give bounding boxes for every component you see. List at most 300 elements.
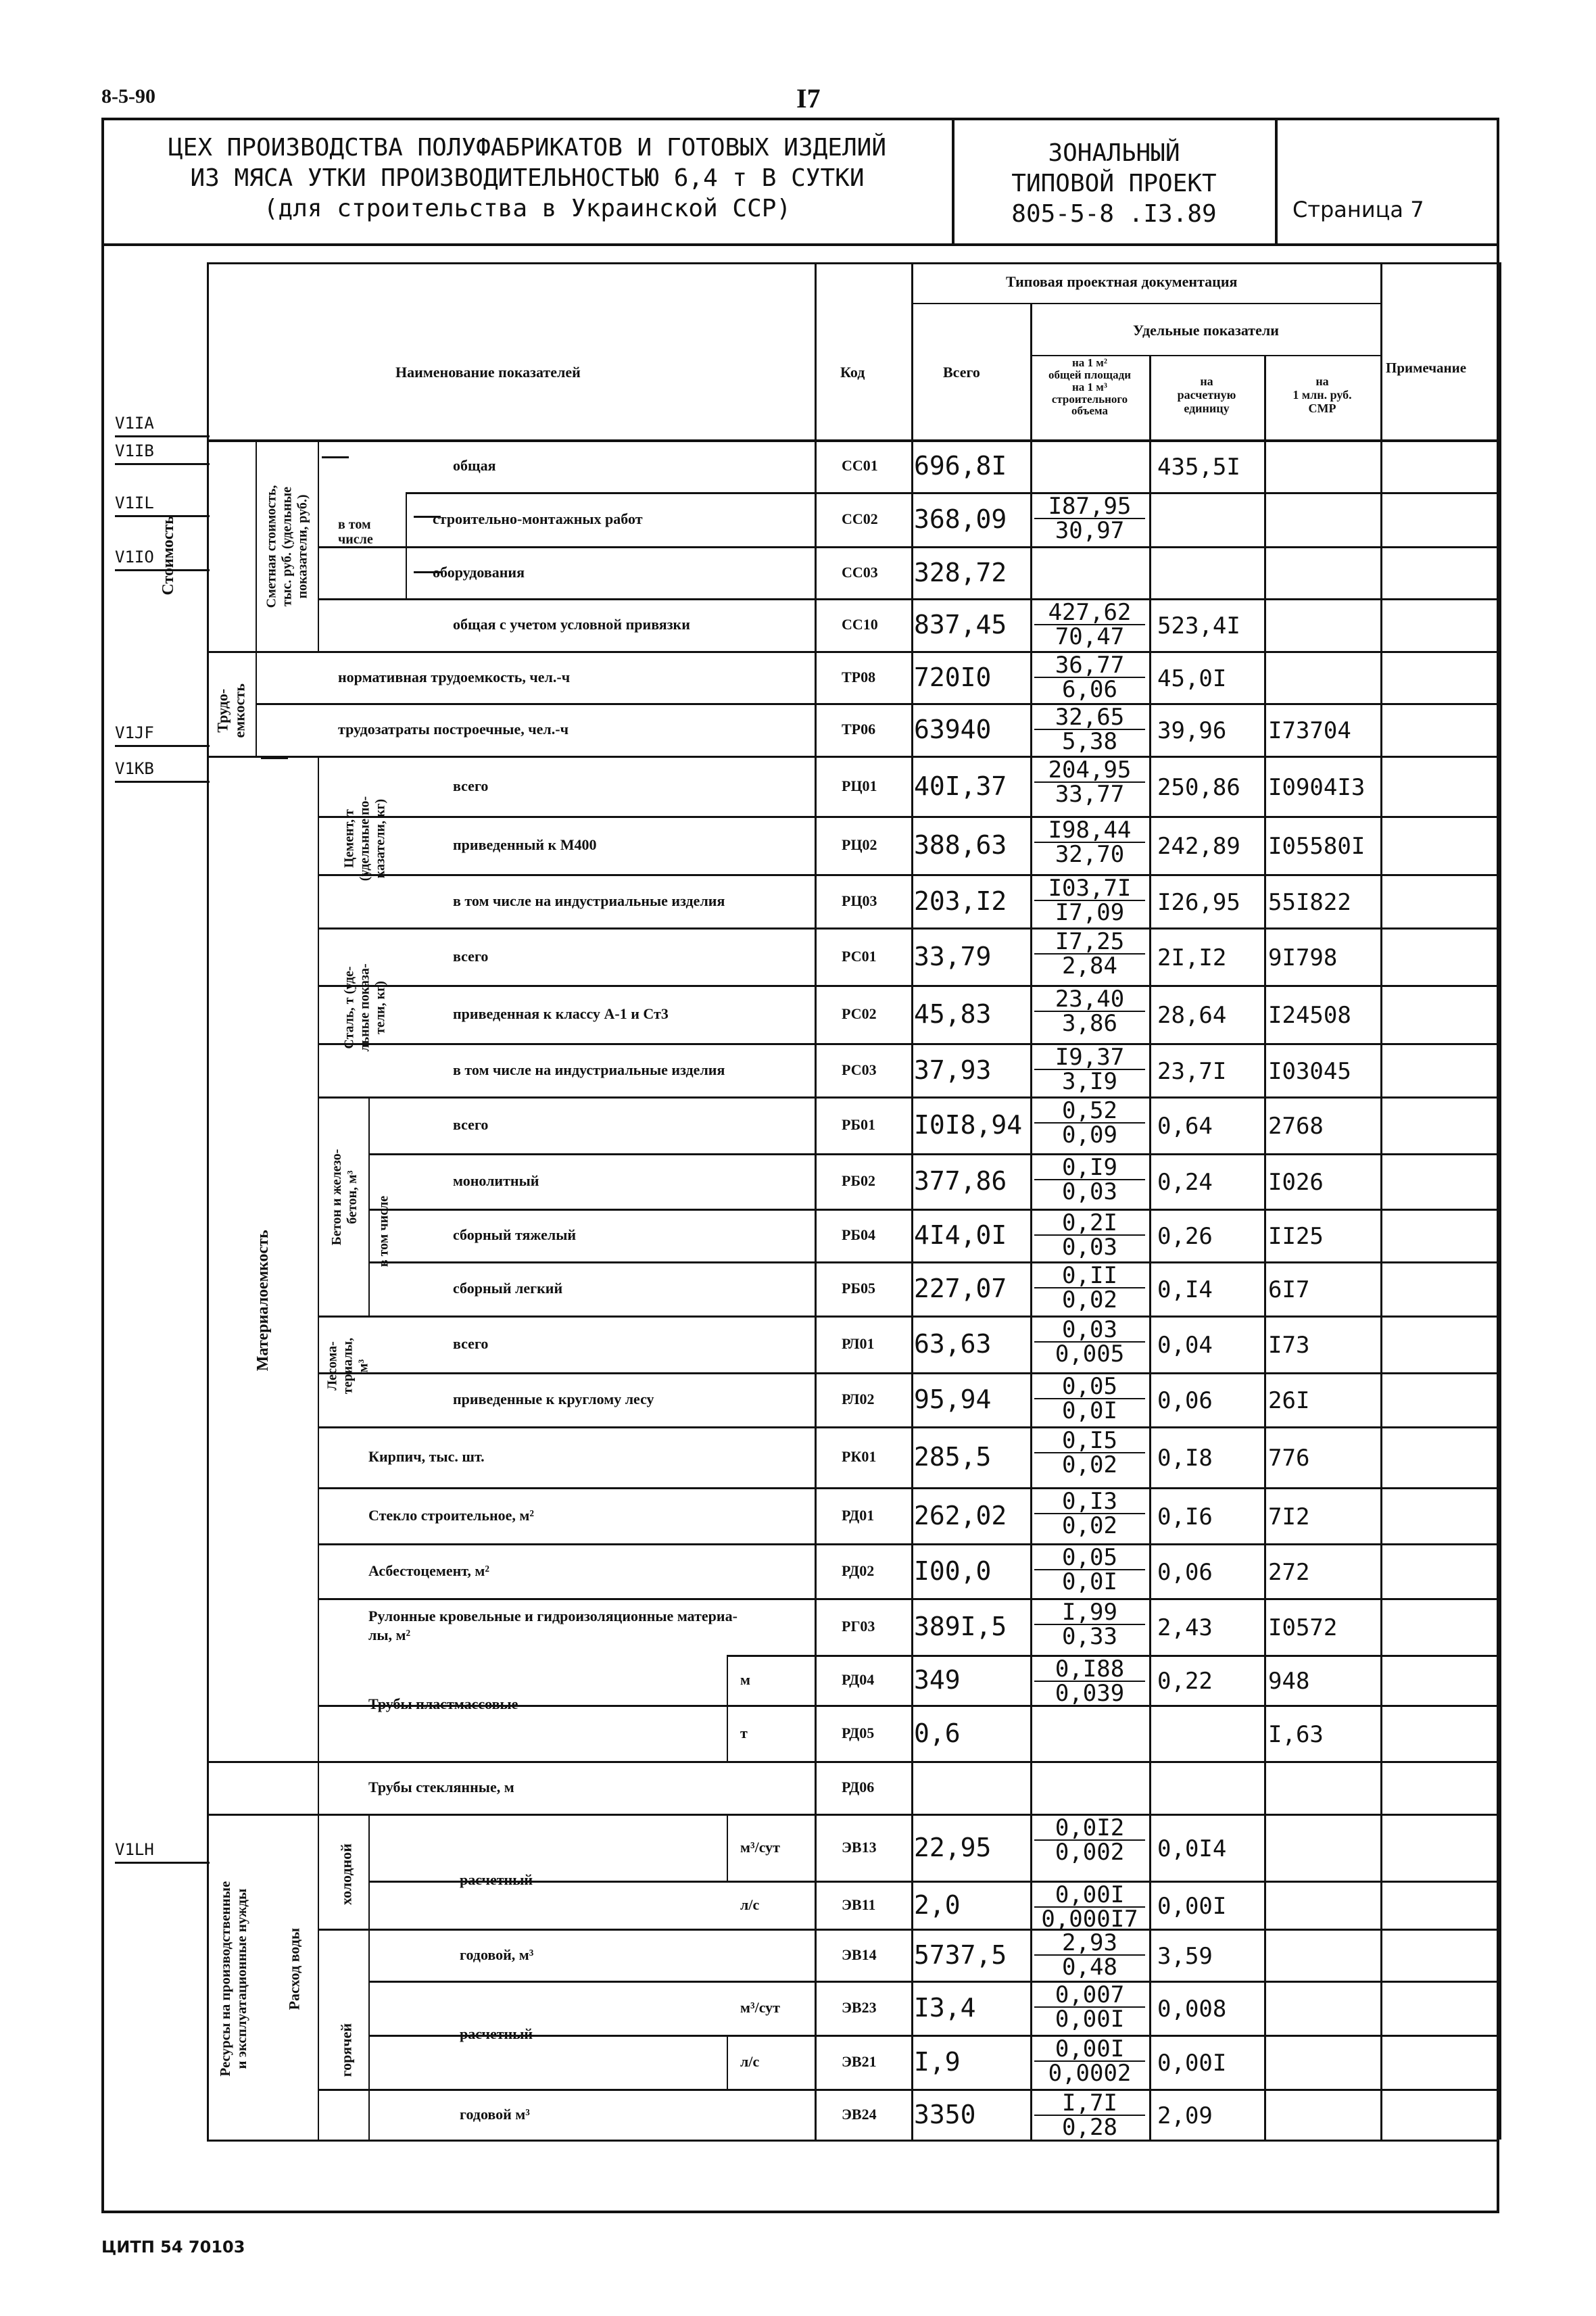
row-specific-fraction	[1034, 1601, 1145, 1648]
row-label: расчетный	[460, 1871, 533, 1888]
group-cost-sub1: Сметная стоимость,	[264, 485, 279, 608]
row-per-m2: 0,I88	[1034, 1658, 1145, 1682]
row-per-unit: 523,4I	[1157, 612, 1240, 640]
grid-line	[207, 2140, 1499, 2142]
row-code: РС03	[842, 1061, 877, 1078]
header-specific: Удельные показатели	[1133, 322, 1279, 339]
row-code: РС01	[842, 947, 877, 965]
row-per-mln: II25	[1268, 1223, 1324, 1250]
connector-dash	[414, 516, 441, 518]
row-per-m2: 0,0I2	[1034, 1816, 1145, 1841]
row-per-m2: I7,25	[1034, 930, 1145, 955]
group-concrete-incl: в том числе	[376, 1195, 391, 1268]
row-per-unit: 0,26	[1157, 1223, 1213, 1250]
cost-incl-2: числе	[338, 532, 373, 547]
grid-line	[911, 262, 913, 2140]
row-unit: м³/сут	[740, 1838, 780, 1856]
row-per-mln: I03045	[1268, 1057, 1351, 1085]
row-total: 389I,5	[914, 1612, 1007, 1641]
row-per-m2: 0,I9	[1034, 1156, 1145, 1180]
row-per-m2: 0,I3	[1034, 1490, 1145, 1514]
row-total: I00,0	[914, 1555, 992, 1586]
row-per-mln: 2768	[1268, 1113, 1324, 1140]
row-per-unit: 0,I4	[1157, 1276, 1213, 1303]
grid-line	[318, 1043, 1499, 1045]
row-label-cont: лы, м²	[368, 1626, 411, 1643]
row-code: РБ05	[842, 1280, 875, 1297]
title-line1: ЦЕХ ПРОИЗВОДСТВА ПОЛУФАБРИКАТОВ И ГОТОВЫХ ИЗДЕЛИЙ	[168, 134, 887, 162]
row-total: 368,09	[914, 504, 1007, 534]
row-specific-fraction	[1034, 706, 1145, 753]
group-hot: горячей	[337, 2023, 355, 2077]
row-per-unit: 0,008	[1157, 1996, 1227, 2023]
group-concrete-1: Бетон и железо-	[329, 1149, 344, 1246]
grid-line	[368, 1981, 1499, 1983]
row-total: 95,94	[914, 1384, 992, 1414]
row-total: 285,5	[914, 1442, 992, 1472]
row-label: трудозатраты построечные, чел.-ч	[338, 721, 569, 738]
header-per-mln-2: 1 млн. руб.	[1292, 387, 1352, 402]
row-per-unit: 435,5I	[1157, 454, 1240, 481]
row-code: РБ01	[842, 1116, 875, 1133]
row-label: в том числе на индустриальные изделия	[453, 1061, 725, 1078]
row-per-unit: I26,95	[1157, 888, 1240, 916]
group-water: Расход воды	[285, 1927, 303, 2010]
row-per-m2: 2,93	[1034, 1931, 1145, 1956]
row-label: сборный легкий	[453, 1280, 563, 1297]
group-cost: Стоимость	[160, 516, 178, 596]
row-per-unit: 242,89	[1157, 833, 1240, 860]
row-per-m2: 0,II	[1034, 1264, 1145, 1288]
row-specific-fraction	[1034, 758, 1145, 806]
project-line3: 805-5-8 .I3.89	[1011, 200, 1217, 228]
row-per-mln: 6I7	[1268, 1276, 1310, 1303]
row-label: приведенные к круглому лесу	[453, 1391, 654, 1407]
grid-line	[207, 756, 1499, 758]
row-per-m3: 0,0002	[1048, 2060, 1132, 2087]
row-code: СС02	[842, 510, 878, 527]
row-total: 4I4,0I	[914, 1220, 1007, 1250]
group-resources-1: Ресурсы на производственные	[216, 1881, 233, 2077]
grid-line	[318, 927, 1499, 930]
row-label: нормативная трудоемкость, чел.-ч	[338, 668, 571, 685]
grid-line	[318, 1426, 1499, 1428]
row-per-m3: 0,00I	[1055, 2006, 1125, 2033]
row-per-mln: 272	[1268, 1558, 1310, 1586]
header-per-m2-2: общей площади	[1048, 368, 1132, 381]
row-per-mln: I0904I3	[1268, 773, 1365, 801]
row-specific-fraction	[1034, 877, 1145, 924]
side-code: V1IB	[115, 441, 154, 460]
row-specific-fraction	[1034, 930, 1145, 978]
group-labor-2: емкость	[231, 683, 248, 738]
header-per-unit-1: на	[1200, 375, 1213, 388]
side-code: V1IO	[115, 548, 154, 566]
row-code: ЭВ14	[842, 1946, 877, 1963]
connector-dash	[261, 757, 288, 759]
row-per-m2: I98,44	[1034, 819, 1145, 843]
row-code: РГ03	[842, 1618, 875, 1635]
row-per-unit: 0,I6	[1157, 1503, 1213, 1530]
row-specific-fraction	[1034, 819, 1145, 866]
row-total: 63940	[914, 715, 992, 744]
grid-line	[815, 262, 817, 2140]
side-code-rule	[115, 435, 210, 437]
row-total: 45,83	[914, 999, 992, 1029]
row-specific-fraction	[1034, 988, 1145, 1035]
grid-line	[318, 1598, 1499, 1600]
row-per-unit: 2,09	[1157, 2102, 1213, 2129]
group-cost-sub2: тыс. руб. (удельные	[279, 486, 295, 607]
row-per-m3: 0,02	[1062, 1512, 1117, 1539]
row-total: 349	[914, 1665, 961, 1695]
row-code: ТР08	[842, 668, 876, 685]
row-per-m3: 0,005	[1055, 1341, 1125, 1368]
row-code: РД06	[842, 1779, 875, 1795]
grid-line	[318, 985, 1499, 987]
row-total: 2,0	[914, 1889, 961, 1920]
grid-line	[368, 1153, 1499, 1155]
header-per-m2-4: строительного	[1051, 392, 1128, 406]
row-per-mln: I73704	[1268, 717, 1351, 744]
row-per-m2: 23,40	[1034, 988, 1145, 1012]
row-per-m2: I,99	[1034, 1601, 1145, 1625]
row-per-m3: 0,039	[1055, 1680, 1125, 1707]
row-code: РЛ01	[842, 1335, 875, 1352]
row-label: всего	[453, 947, 489, 965]
row-specific-fraction	[1034, 1490, 1145, 1537]
side-code: V1LH	[115, 1840, 154, 1859]
grid-line	[368, 1261, 1499, 1263]
grid-line	[368, 1209, 1499, 1211]
row-per-m2: 0,05	[1034, 1546, 1145, 1570]
row-label: строительно-монтажных работ	[433, 510, 643, 527]
row-code: РД02	[842, 1562, 875, 1579]
header-per-mln-3: СМР	[1308, 401, 1336, 415]
row-label: Стекло строительное, м²	[368, 1506, 535, 1524]
row-label: Трубы пластмассовые	[368, 1695, 518, 1712]
row-label: приведенный к М400	[453, 836, 597, 853]
group-timber-3: м³	[356, 1359, 371, 1373]
row-per-unit: 0,I8	[1157, 1445, 1213, 1472]
row-per-m2: I87,95	[1034, 495, 1145, 519]
row-code: ЭВ23	[842, 1999, 877, 2016]
row-label: всего	[453, 1116, 489, 1133]
row-per-unit: 250,86	[1157, 773, 1240, 801]
row-per-unit: 0,04	[1157, 1332, 1213, 1359]
cost-incl-1: в том	[338, 517, 371, 532]
row-label: Трубы стеклянные, м	[368, 1779, 514, 1795]
row-per-mln: 7I2	[1268, 1503, 1310, 1530]
row-label: в том числе на индустриальные изделия	[453, 892, 725, 909]
header-note: Примечание	[1386, 360, 1467, 376]
header-per-m2-1: на 1 м²	[1072, 356, 1107, 369]
row-per-m3: 0,02	[1062, 1286, 1117, 1313]
project-line1: ЗОНАЛЬНЫЙ	[1048, 139, 1180, 167]
project-line2: ТИПОВОЙ ПРОЕКТ	[1011, 170, 1217, 197]
row-code: ЭВ13	[842, 1838, 877, 1856]
row-per-m3: 70,47	[1055, 623, 1125, 650]
grid-line	[256, 703, 1499, 705]
side-code-rule	[115, 463, 210, 465]
row-code: СС01	[842, 457, 878, 474]
row-unit: т	[740, 1724, 748, 1741]
row-total: 33,79	[914, 941, 992, 971]
group-steel-2: льные показа-	[357, 963, 372, 1052]
row-per-mln: I73	[1268, 1332, 1310, 1359]
row-code: СС10	[842, 616, 878, 633]
header-code: Код	[840, 364, 865, 381]
row-per-m2: 427,62	[1034, 601, 1145, 625]
grid-line	[318, 1487, 1499, 1489]
grid-line	[911, 303, 1380, 304]
row-per-unit: 0,06	[1157, 1558, 1213, 1586]
row-specific-fraction	[1034, 1816, 1145, 1864]
table-top	[207, 262, 1499, 264]
row-per-mln: I05580I	[1268, 833, 1365, 860]
grid-line	[318, 1096, 1499, 1099]
row-total: 328,72	[914, 557, 1007, 587]
row-label: Асбестоцемент, м²	[368, 1562, 489, 1579]
row-label: годовой, м³	[460, 1946, 534, 1963]
row-per-m2: 0,05	[1034, 1375, 1145, 1399]
grid-line	[368, 2035, 1499, 2037]
row-specific-fraction	[1034, 1156, 1145, 1203]
grid-line	[318, 546, 1499, 548]
row-total: 22,95	[914, 1832, 992, 1862]
grid-line	[318, 1929, 1499, 1931]
row-label: Кирпич, тыс. шт.	[368, 1448, 485, 1465]
row-specific-fraction	[1034, 1046, 1145, 1093]
grid-line	[207, 262, 209, 2140]
row-label: монолитный	[453, 1172, 539, 1189]
group-timber-2: териалы,	[340, 1337, 356, 1395]
row-per-m3: 3,I9	[1062, 1068, 1117, 1095]
row-per-unit: 0,24	[1157, 1169, 1213, 1196]
grid-line	[318, 2089, 1499, 2091]
row-total: 837,45	[914, 610, 1007, 640]
footer-code: ЦИТП 54 70103	[101, 2238, 245, 2257]
side-code: V1IL	[115, 493, 154, 512]
row-code: РБ02	[842, 1172, 875, 1189]
connector-dash	[322, 456, 349, 458]
row-code: РЦ01	[842, 777, 877, 794]
row-per-m3: 0,03	[1062, 1178, 1117, 1205]
side-code: V1IA	[115, 414, 154, 433]
row-per-mln: 26I	[1268, 1387, 1310, 1414]
group-material: Материалоемкость	[254, 1230, 272, 1372]
row-label: общая с учетом условной привязки	[453, 616, 690, 633]
grid-line	[368, 1814, 370, 2140]
row-code: РД04	[842, 1671, 875, 1688]
group-concrete-2: бетон, м³	[345, 1170, 360, 1224]
group-labor-1: Трудо-	[214, 688, 231, 733]
row-code: РЦ02	[842, 836, 877, 853]
row-per-m3: 32,70	[1055, 841, 1125, 868]
group-cold: холодной	[337, 1843, 355, 1906]
row-per-mln: I026	[1268, 1169, 1324, 1196]
page-number: I7	[796, 83, 821, 114]
grid-line	[318, 439, 319, 651]
row-code: ЭВ24	[842, 2105, 877, 2123]
row-per-m2: 0,03	[1034, 1318, 1145, 1343]
side-code-rule	[115, 781, 210, 783]
row-per-mln: 776	[1268, 1445, 1310, 1472]
row-unit: л/с	[740, 2053, 760, 2070]
row-specific-fraction	[1034, 1546, 1145, 1593]
row-code: РЦ03	[842, 892, 877, 909]
row-total: 0,6	[914, 1718, 961, 1748]
row-code: СС03	[842, 563, 878, 581]
grid-line	[727, 2035, 728, 2089]
row-per-m3: 0,28	[1062, 2114, 1117, 2141]
row-specific-fraction	[1034, 1658, 1145, 1705]
row-per-unit: 28,64	[1157, 1002, 1227, 1029]
row-code: РЛ02	[842, 1391, 875, 1407]
row-per-unit: 0,64	[1157, 1113, 1213, 1140]
row-code: ЭВ11	[842, 1896, 876, 1913]
row-code: ТР06	[842, 721, 876, 738]
row-per-m3: 33,77	[1055, 781, 1125, 808]
row-per-mln: I24508	[1268, 1002, 1351, 1029]
row-label: всего	[453, 1335, 489, 1352]
row-label: всего	[453, 777, 489, 794]
row-per-m3: 0,48	[1062, 1954, 1117, 1981]
row-per-m3: 0,0I	[1062, 1397, 1117, 1424]
header-per-unit-2: расчетную	[1177, 387, 1236, 402]
row-total: I,9	[914, 2047, 961, 2077]
row-per-m2: 0,00I	[1034, 2037, 1145, 2062]
row-code: РБ04	[842, 1226, 875, 1243]
grid-line	[318, 1316, 1499, 1318]
row-total: 5737,5	[914, 1939, 1007, 1970]
row-per-unit: 0,0I4	[1157, 1835, 1227, 1862]
row-per-m3: I7,09	[1055, 899, 1125, 926]
row-per-mln: I,63	[1268, 1720, 1324, 1748]
grid-line	[727, 1655, 728, 1761]
row-label: общая	[453, 457, 496, 474]
grid-line	[256, 439, 257, 756]
row-total: 37,93	[914, 1055, 992, 1085]
row-per-m3: 0,000I7	[1041, 1906, 1138, 1933]
title-line3: (для строительства в Украинской ССР)	[263, 195, 792, 222]
row-per-unit: 0,06	[1157, 1387, 1213, 1414]
row-total: 227,07	[914, 1274, 1007, 1303]
header-per-m2-3: на 1 м³	[1072, 380, 1107, 393]
row-per-unit: 0,22	[1157, 1668, 1213, 1695]
group-cost-sub3: показатели, руб.)	[295, 494, 310, 599]
row-per-m2: 36,77	[1034, 654, 1145, 678]
row-total: 3350	[914, 2099, 976, 2129]
row-total: 203,I2	[914, 886, 1007, 916]
row-per-mln: 55I822	[1268, 888, 1351, 916]
row-code: РК01	[842, 1448, 877, 1465]
row-specific-fraction	[1034, 601, 1145, 648]
row-unit: л/с	[740, 1896, 760, 1913]
grid-line	[207, 439, 1499, 442]
row-specific-fraction	[1034, 2092, 1145, 2139]
connector-dash	[414, 571, 441, 573]
sheet-label: Страница 7	[1292, 197, 1424, 222]
side-code-rule	[115, 1862, 210, 1864]
row-per-unit: 0,00I	[1157, 2050, 1227, 2077]
row-per-m2: 32,65	[1034, 706, 1145, 730]
row-specific-fraction	[1034, 1429, 1145, 1476]
header-per-mln-1: на	[1315, 375, 1329, 388]
row-label: приведенная к классу А-1 и Ст3	[453, 1005, 669, 1022]
grid-line	[318, 1543, 1499, 1545]
row-per-m3: 6,06	[1062, 676, 1117, 703]
header-total: Всего	[943, 364, 980, 381]
row-total: 696,8I	[914, 451, 1007, 481]
row-per-mln: 948	[1268, 1668, 1310, 1695]
header-tpd: Типовая проектная документация	[1006, 273, 1238, 290]
row-per-m3: 30,97	[1055, 517, 1125, 544]
row-specific-fraction	[1034, 2037, 1145, 2085]
group-steel-3: тели, кг)	[372, 981, 388, 1034]
row-per-m2: I03,7I	[1034, 877, 1145, 901]
grid-line	[318, 598, 1499, 600]
grid-line	[1264, 355, 1266, 2140]
row-per-unit: 3,59	[1157, 1942, 1213, 1970]
grid-line	[1149, 355, 1151, 2140]
grid-line	[406, 492, 1499, 494]
row-total: 262,02	[914, 1500, 1007, 1530]
row-code: ЭВ21	[842, 2053, 877, 2070]
row-per-m3: 0,09	[1062, 1121, 1117, 1149]
grid-line	[318, 1814, 319, 2140]
row-label: годовой м³	[460, 2105, 530, 2123]
header-per-m2-5: объема	[1071, 404, 1108, 418]
row-specific-fraction	[1034, 1375, 1145, 1422]
row-specific-fraction	[1034, 495, 1145, 542]
row-per-m3: 0,0I	[1062, 1568, 1117, 1595]
row-per-m2: 204,95	[1034, 758, 1145, 783]
row-label: сборный тяжелый	[453, 1226, 577, 1243]
row-specific-fraction	[1034, 1211, 1145, 1259]
row-specific-fraction	[1034, 1983, 1145, 2031]
row-specific-fraction	[1034, 1099, 1145, 1147]
grid-line	[207, 1814, 1499, 1816]
row-code: РД05	[842, 1724, 875, 1741]
row-specific-fraction	[1034, 1883, 1145, 1931]
row-per-mln: I0572	[1268, 1614, 1338, 1641]
grid-line	[406, 492, 407, 598]
side-code: V1JF	[115, 723, 154, 742]
row-per-m2: 0,I5	[1034, 1429, 1145, 1453]
grid-line	[318, 1372, 1499, 1374]
grid-line	[318, 874, 1499, 876]
row-per-m3: 0,002	[1055, 1839, 1125, 1866]
row-total: I0I8,94	[914, 1110, 1023, 1140]
row-per-m2: I9,37	[1034, 1046, 1145, 1070]
group-cement-1: Цемент, т	[341, 809, 357, 868]
row-specific-fraction	[1034, 1318, 1145, 1366]
row-unit: м³/сут	[740, 1999, 780, 2016]
row-per-mln: 9I798	[1268, 944, 1338, 971]
row-code: РС02	[842, 1005, 877, 1022]
row-per-m3: 5,38	[1062, 728, 1117, 755]
row-label: Рулонные кровельные и гидроизоляционные материа-	[368, 1608, 737, 1624]
grid-line	[207, 1761, 1499, 1763]
grid-line	[1499, 262, 1501, 2140]
row-total: I3,4	[914, 1993, 976, 2023]
row-per-unit: 2,43	[1157, 1614, 1213, 1641]
row-per-m3: 3,86	[1062, 1010, 1117, 1037]
grid-line	[207, 651, 1499, 653]
grid-line	[368, 1881, 1499, 1883]
header-name: Наименование показателей	[395, 364, 581, 381]
